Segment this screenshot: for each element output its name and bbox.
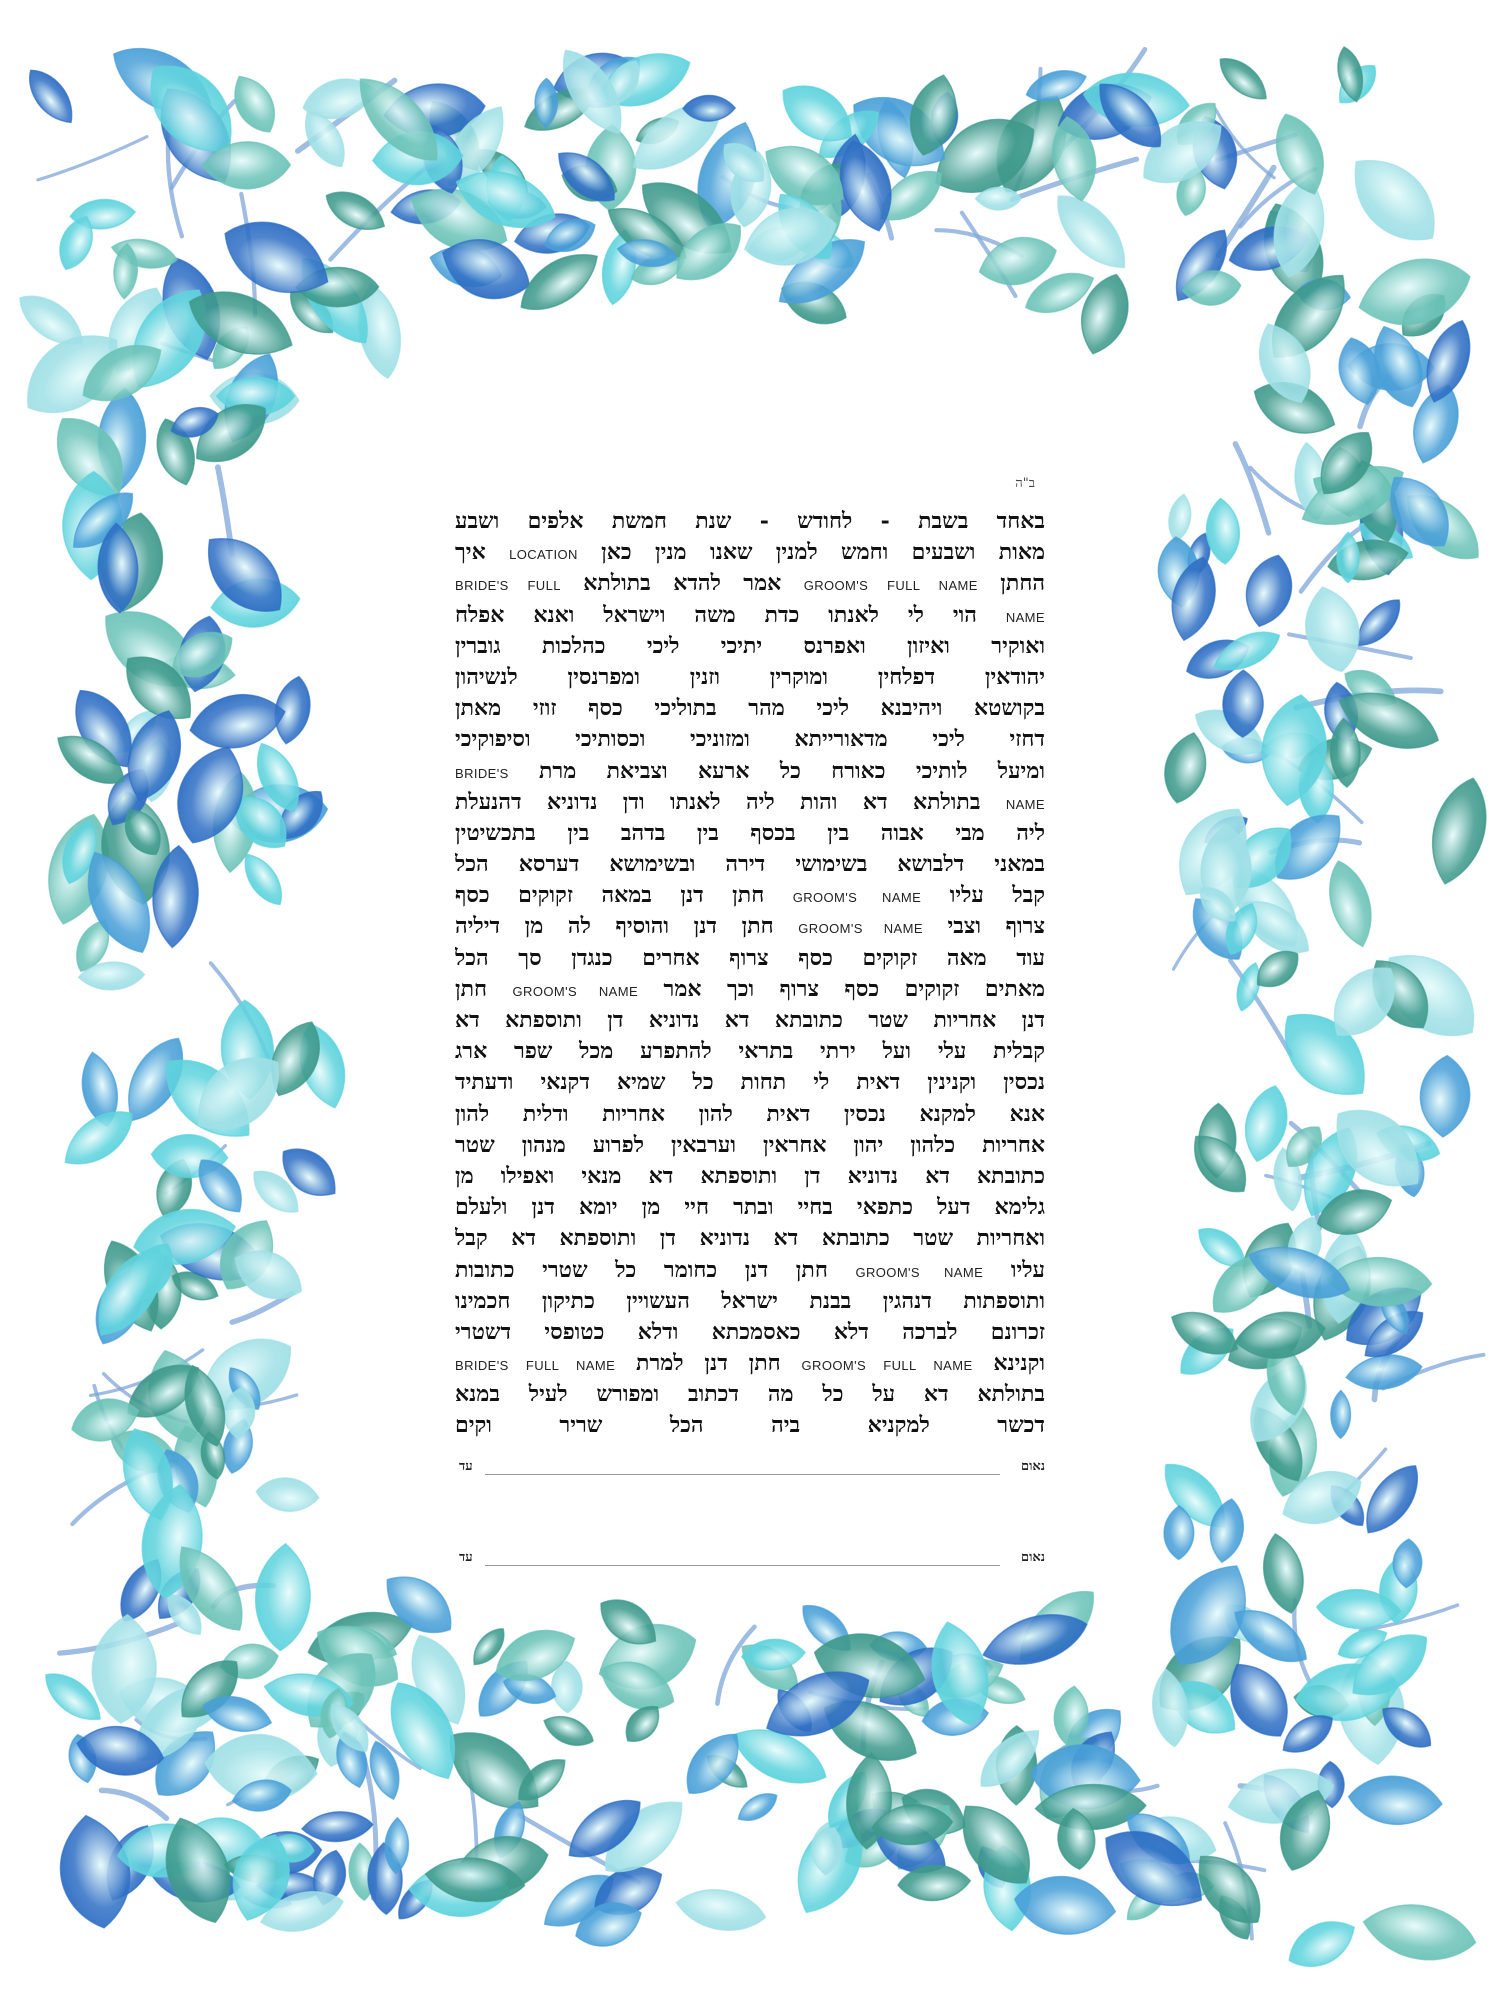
text-segment: דכשר למקניא ביה הכל שריר וקים [455,1412,1045,1439]
text-line [455,568,1045,599]
leaf-shape [1320,856,1381,952]
text-segment: דנן אחריות שטר כתובתא דא נדוניא דן ותוספתא דא [455,1007,1045,1033]
text-segment: יהודאין דפלחין ומוקרין וזנין ומפרנסין לנשיהון [455,663,1045,690]
text-segment: כתובתא דא נדוניא דן ותוספתא דא מנאי ואפילו מן [455,1162,1045,1189]
text-segment: דחזי ליכי מדאורייתא ומזוניכי וכסותיכי וסיפוקיכי [455,726,1045,753]
signature-rule [485,1565,1000,1566]
name-placeholder: BRIDE'S [455,765,509,781]
leaf-shape [1331,1390,1351,1438]
leaf-shape [301,1810,374,1844]
text-segment: חתן דנן כחומר כל שטרי כתובות [455,1256,856,1283]
leaf-shape [1257,1530,1310,1617]
text-line [455,1223,1045,1254]
text-line [455,1192,1045,1223]
text-line [455,787,1045,818]
text-line [455,756,1045,787]
text-line [455,880,1045,911]
leaf-shape [1158,728,1214,807]
signature-name-label: נאום [1020,1459,1045,1474]
text-segment: החתן [977,570,1045,597]
signature-rule [485,1474,1000,1475]
leaf-shape [19,61,82,131]
text-line [455,818,1045,849]
leaf-shape [253,1542,313,1652]
text-line [455,1348,1045,1379]
witness-label: עד [459,1550,473,1565]
text-line [455,600,1045,631]
text-line [455,849,1045,880]
text-segment: ואוקיר ואיזון ואפרנס יתיכי ליכי כהלכות גוברין [455,632,1045,659]
text-segment: אנא למקנא נכסין דאית להון אחריות ודלית להון [455,1100,1045,1127]
text-line [455,1286,1045,1317]
name-placeholder: NAME [1005,796,1045,812]
text-segment: בתולתא דא והות ליה לאנתו ודן נדוניא דהנעלת [455,788,1006,815]
text-line [455,1317,1045,1348]
leaf-shape [52,1810,138,1933]
leaf-shape [1297,581,1367,677]
leaf-shape [185,686,290,756]
leaf-shape [673,1883,769,1937]
leaf-shape [1418,1054,1472,1138]
name-placeholder: GROOM'S NAME [855,1264,984,1280]
leaf-shape [539,1709,598,1753]
text-line [455,724,1045,755]
ketubah-text-panel [455,475,1045,1585]
name-placeholder: NAME [1005,609,1045,625]
text-segment: אמר להדא בתולתא [560,570,804,597]
name-placeholder: BRIDE'S FULL [455,578,561,594]
text-segment: הוי לי לאנתו כדת משה וישראל ואנא אפלח [455,601,1006,628]
text-segment: במאני דלבושא בשימושי דירה ובשימושא דערסא הכל [455,851,1045,878]
text-segment: חתן [455,975,513,1002]
leaf-shape [1335,141,1453,260]
stem-stroke [1235,444,1268,533]
text-line [455,943,1045,974]
leaf-shape [733,1787,782,1828]
name-placeholder: LOCATION [509,547,578,563]
leaf-shape [1238,550,1300,633]
text-segment: באחד בשבת - לחודש - שנת חמשת אלפים ושבע [455,508,1045,534]
bet-hei-mark: ב"ה [1015,476,1035,491]
name-placeholder: GROOM'S NAME [798,921,923,937]
leaf-shape [1280,1910,1363,1978]
text-line [455,631,1045,662]
text-segment: קבלית עלי ועל ירתי בתראי להתפרע מכל שפר ארג [455,1038,1045,1065]
text-line [455,506,1045,537]
name-placeholder: BRIDE'S FULL NAME [455,1358,616,1374]
text-line [455,1099,1045,1130]
text-segment: ותוספתות דנהגין בבנת ישראל העשויין כתיקון חכמינו [455,1287,1045,1314]
text-segment: זכרונם לברכה דלא כאסמכתא ודלא כטופסי דשטרי [455,1318,1045,1345]
text-segment: צרוף וצבי [922,913,1045,940]
leaf-shape [1344,1350,1424,1394]
text-segment: חתן דנן במאה זקוקים כסף [455,882,793,909]
leaf-shape [1353,1455,1430,1543]
text-segment: בתולתא דא על כל מה דכתוב ומפורש לעיל במנא [455,1381,1045,1408]
leaf-shape [255,1475,321,1514]
signature-line-1 [455,1458,1045,1482]
text-line [455,1410,1045,1441]
text-line [455,662,1045,693]
text-segment: עוד מאה זקוקים כסף צרוף אחרים כנגדן סך הכל [455,944,1045,971]
text-line [455,974,1045,1005]
text-segment: ואחריות שטר כתובתא דא נדוניא דן ותוספתא דא קבל [455,1225,1045,1252]
text-line [455,911,1045,942]
leaf-shape [1265,107,1334,201]
text-line [455,1379,1045,1410]
text-line [455,1255,1045,1286]
text-segment: אחריות כלהון יהון אחראין וערבאין לפרוע מנהון שטר [455,1131,1045,1158]
leaf-shape [1043,182,1139,281]
text-line [455,1067,1045,1098]
text-segment: נכסין וקנינין דאית לי תחות כל שמיא דקנאי ודעתיד [455,1069,1045,1096]
text-line [455,1130,1045,1161]
text-segment: חתן דנן והוסיף לה מן דיליה [455,913,799,940]
text-segment: קבל עליו [921,882,1045,909]
ketubah-body-text [455,506,1045,1442]
name-placeholder: GROOM'S NAME [512,983,639,999]
text-line [455,1036,1045,1067]
text-segment: מאתים זקוקים כסף צרוף וכך אמר [638,975,1045,1002]
text-segment: בקושטא ויהיבנא ליכי מהר בתוליכי כסף זוזי מאתן [455,695,1045,722]
text-line [455,1005,1045,1036]
signature-line-2 [455,1549,1045,1573]
leaf-shape [1359,1896,1481,1969]
stem-stroke [101,1790,166,1818]
text-line [455,693,1045,724]
leaf-shape [1347,1773,1444,1828]
text-segment: עליו [983,1256,1045,1283]
leaf-shape [1421,772,1497,891]
text-segment: חתן דנן למרת [615,1350,802,1377]
text-segment: ליה מבי אבוה בין בכסף בין בדהב בין בתכשיטין [455,819,1045,846]
leaf-shape [1212,49,1275,108]
signature-name-label: נאום [1020,1550,1045,1565]
text-segment: מאות ושבעים וחמש למנין שאנו מנין כאן [577,539,1045,566]
stem-stroke [38,137,147,180]
name-placeholder: GROOM'S FULL NAME [801,1358,973,1374]
text-segment: ומיעל לותיכי כאורח כל ארעא וצביאת מרת [508,757,1045,784]
text-segment: גלימא דעל כתפאי בחיי ובתר חיי מן יומא דנן ולעלם [455,1194,1045,1221]
leaf-shape [1165,492,1194,543]
text-segment: איך [455,539,510,566]
text-segment: וקנינא [972,1350,1045,1377]
text-line [455,1161,1045,1192]
name-placeholder: GROOM'S FULL NAME [803,578,978,594]
witness-label: עד [459,1459,473,1474]
text-line [455,537,1045,568]
name-placeholder: GROOM'S NAME [792,890,922,906]
